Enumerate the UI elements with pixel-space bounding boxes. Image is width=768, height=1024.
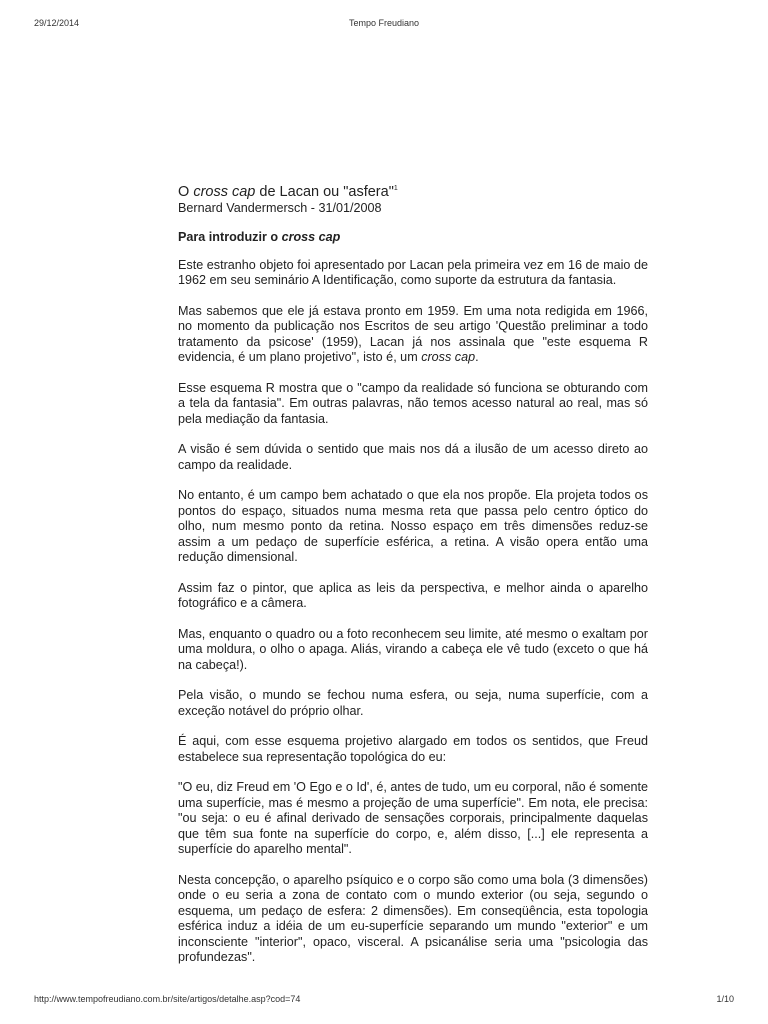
title-suffix: de Lacan ou "asfera" <box>255 183 394 200</box>
paragraph-2-text: Mas sabemos que ele já estava pronto em 1959. Em uma nota redigida em 1966, no momento da publicação nos Escritos de seu artigo 'Questão preliminar a todo tratamento da psicose' (1959), Lacan já nos assinala que "este esquema R evidencia, é um plano projetivo", isto é, um <box>178 303 648 365</box>
section-heading <box>178 230 648 246</box>
section-heading-italic: cross cap <box>281 230 341 245</box>
paragraph-7: Mas, enquanto o quadro ou a foto reconhecem seu limite, até mesmo o exaltam por uma moldura, o olho o apaga. Aliás, virando a cabeça ele vê tudo (exceto o que há na cabeça!). <box>178 626 648 672</box>
page-url[interactable]: http://www.tempofreudiano.com.br/site/artigos/detalhe.asp?cod=74 <box>34 994 301 1004</box>
paragraph-5: No entanto, é um campo bem achatado o que ela nos propõe. Ela projeta todos os pontos do espaço, situados numa mesma reta que passa pelo centro óptico do olho, num mesmo ponto da retina. Nosso espaço em três dimensões reduz-se assim a um pedaço de superfície esférica, a retina. A visão opera então uma redução dimensional. <box>178 488 648 565</box>
paragraph-9: É aqui, com esse esquema projetivo alargado em todos os sentidos, que Freud estabelece sua representação topológica do eu: <box>178 734 648 764</box>
title-footnote-link[interactable]: 1 <box>393 185 398 192</box>
paragraph-4: A visão é sem dúvida o sentido que mais nos dá a ilusão de um acesso direto ao campo da realidade. <box>178 442 648 472</box>
article-byline: Bernard Vandermersch - 31/01/2008 <box>178 200 382 215</box>
paragraph-2 <box>178 304 648 366</box>
site-title: Tempo Freudiano <box>348 18 420 28</box>
paragraph-8: Pela visão, o mundo se fechou numa esfera, ou seja, numa superfície, com a exceção notável do próprio olhar. <box>178 688 648 718</box>
title-prefix: O <box>178 183 194 200</box>
page-number: 1/10 <box>716 994 734 1004</box>
paragraph-6: Assim faz o pintor, que aplica as leis da perspectiva, e melhor ainda o aparelho fotográfico e a câmera. <box>178 580 648 611</box>
title-italic: cross cap <box>193 183 256 200</box>
print-date: 29/12/2014 <box>34 18 80 28</box>
paragraph-10: "O eu, diz Freud em 'O Ego e o Id', é, antes de tudo, um eu corporal, não é somente uma superfície, mas é mesmo a projeção de uma superfície". Em nota, ele precisa: "ou seja: o eu é afinal derivado de sensações corporais, principalmente daquelas que têm sua fonte na superfície do corpo, e, além disso, [...] ele representa a superfície do aparelho mental". <box>178 780 648 857</box>
article-title <box>178 180 648 201</box>
paragraph-2-italic: cross cap <box>421 350 476 365</box>
paragraph-11: Nesta concepção, o aparelho psíquico e o corpo são como uma bola (3 dimensões) onde o eu seria a zona de contato com o mundo exterior (ou seja, segundo o esquema, um pedaço de esfera: 2 dimensões). Em conseqüência, esta topologia esférica induz a idéia de um eu-superfície separando um mundo "exterior" e um inconsciente "interior", opaco, visceral. A psicanálise seria uma "psicologia das profundezas". <box>178 872 648 965</box>
paragraph-2-end: . <box>475 350 479 365</box>
article <box>178 180 648 981</box>
paragraph-3: Esse esquema R mostra que o "campo da realidade só funciona se obturando com a tela da fantasia". Em outras palavras, não temos acesso natural ao real, mas só pela mediação da fantasia. <box>178 380 648 426</box>
section-heading-prefix: Para introduzir o <box>178 230 282 245</box>
paragraph-1: Este estranho objeto foi apresentado por Lacan pela primeira vez em 16 de maio de 1962 em seu seminário A Identificação, como suporte da estrutura da fantasia. <box>178 257 648 288</box>
